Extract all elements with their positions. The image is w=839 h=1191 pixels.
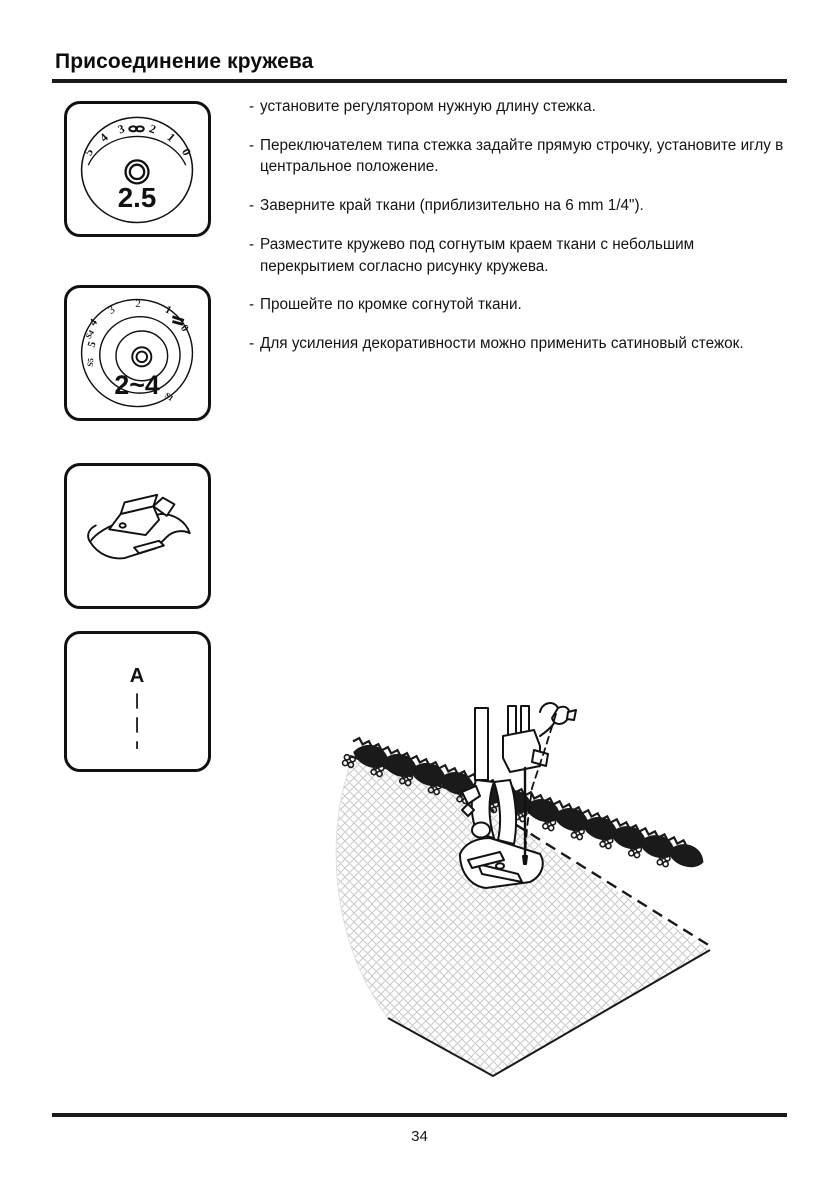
- dial-label-3: 3: [115, 121, 127, 137]
- stitch-length-dial-box: [64, 101, 211, 237]
- instruction-item: [249, 135, 789, 178]
- stitch-width-dial-icon: [67, 288, 208, 418]
- width-dial-pointer: [172, 317, 183, 325]
- dial-label-1: 1: [164, 130, 179, 145]
- stitch-length-value: 2.5: [117, 182, 157, 214]
- straight-stitch-icon: [67, 634, 208, 769]
- width-label-4: 4: [87, 316, 100, 329]
- stitch-width-dial-box: [64, 285, 211, 421]
- page-number: 34: [411, 1128, 428, 1145]
- presser-foot-box: [64, 463, 211, 609]
- dial-label-0: 0: [178, 146, 195, 158]
- stitch-pattern-label: A: [129, 664, 145, 687]
- bullet-dash: -: [249, 335, 255, 353]
- width-submark-s4: S4: [83, 328, 97, 341]
- footer-divider: [52, 1113, 787, 1117]
- page-title: Присоединение кружева: [55, 50, 314, 73]
- instruction-text: Для усиления декоративности можно применить сатиновый стежок.: [260, 335, 744, 353]
- width-submark-s1: S1: [162, 390, 176, 404]
- width-label-2: 2: [135, 298, 141, 311]
- width-submark-s5: S5: [85, 357, 96, 368]
- title-divider: [52, 79, 787, 83]
- bullet-dash: -: [249, 98, 255, 115]
- width-knob-outer: [132, 347, 151, 366]
- instruction-text: Прошейте по кромке согнутой ткани.: [260, 296, 522, 314]
- bullet-dash: -: [249, 235, 255, 253]
- stitch-pattern-box: [64, 631, 211, 772]
- dial-center-divider: [129, 126, 143, 131]
- instruction-text: Заверните край ткани (приблизительно на 6 mm 1/4").: [260, 197, 644, 215]
- instruction-item: [249, 333, 789, 355]
- bullet-dash: -: [249, 197, 255, 215]
- width-knob-inner: [137, 352, 148, 363]
- presser-foot-icon: [67, 466, 208, 606]
- bullet-dash: -: [249, 136, 255, 154]
- width-label-1: 1: [162, 303, 174, 317]
- instruction-text: Переключателем типа стежка задайте прямую строчку, установите иглу в центральное положение.: [260, 136, 784, 176]
- width-label-5: 5: [85, 339, 99, 349]
- instruction-item: [249, 234, 789, 277]
- instruction-item: [249, 294, 789, 316]
- dial-label-2: 2: [147, 121, 158, 137]
- dial-label-5: 5: [80, 146, 97, 158]
- bullet-dash: -: [249, 296, 255, 314]
- instruction-text: Разместите кружево под согнутым краем ткани с небольшим перекрытием согласно рисунку кружева.: [260, 235, 695, 275]
- stitch-width-value: 2~4: [114, 370, 160, 401]
- stitch-length-dial-icon: [67, 104, 208, 234]
- instruction-list: [249, 96, 789, 372]
- instruction-item: [249, 195, 789, 217]
- dial-knob-inner: [130, 165, 144, 179]
- width-label-3: 3: [106, 303, 118, 317]
- illustration-svg: [318, 688, 720, 1088]
- dial-label-4: 4: [96, 130, 111, 145]
- instruction-text: установите регулятором нужную длину стежка.: [260, 98, 596, 115]
- lace-attaching-illustration: [318, 688, 720, 1088]
- instruction-item: [249, 96, 789, 118]
- width-label-0: 0: [177, 322, 191, 335]
